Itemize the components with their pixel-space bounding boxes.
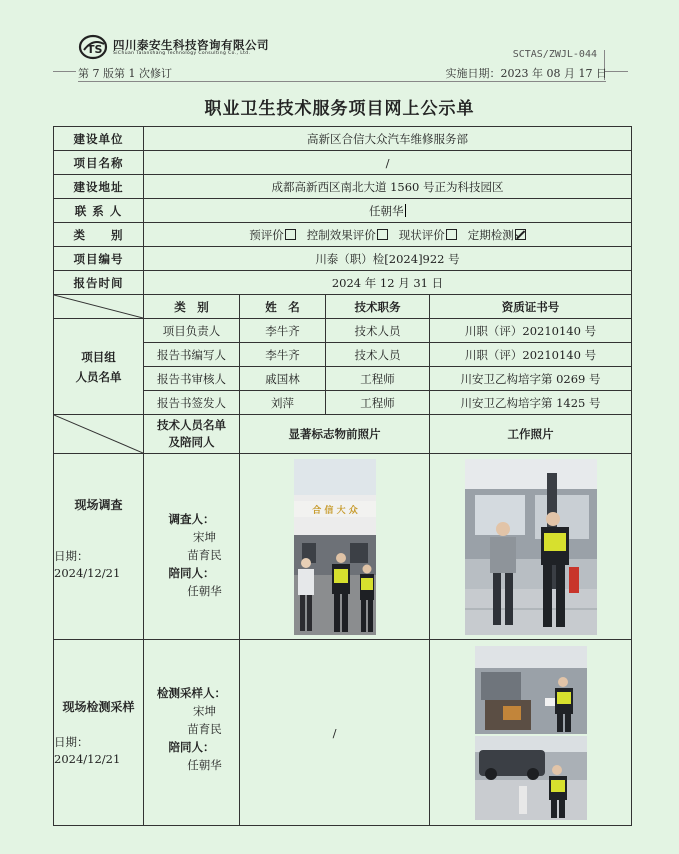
staff-cell: 川职（评）20210140 号: [430, 343, 632, 367]
sampling-row: [54, 640, 632, 826]
staff-cell: 李牛齐: [240, 343, 326, 367]
version-text: 第 7 版第 1 次修订: [78, 67, 172, 80]
row-address: [54, 175, 632, 199]
category-periodic-test: 定期检测: [467, 227, 514, 242]
sampling-landmark-cell: /: [240, 640, 430, 826]
checkbox-control-eval[interactable]: [377, 229, 388, 240]
companion-name: 任朝华: [187, 758, 222, 772]
landmark-photo-header: 显著标志物前照片: [240, 415, 430, 454]
document-number: SCTAS/ZWJL-044: [512, 49, 597, 60]
sampling-work-photos-cell: [430, 640, 632, 826]
project-value: /: [144, 151, 632, 175]
staff-cell: 戚国林: [240, 367, 326, 391]
contact-value: 任朝华: [369, 203, 404, 218]
staff-cell: 报告书编写人: [144, 343, 240, 367]
survey-cell: [54, 454, 144, 640]
companion-label: 陪同人：: [168, 740, 215, 754]
time-label: 报告时间: [54, 271, 144, 295]
photo-header-row: [54, 415, 632, 454]
survey-persons: [144, 454, 240, 640]
staff-header-cert: 资质证书号: [430, 295, 632, 319]
company-logo: [78, 34, 108, 60]
work-photo: [465, 459, 597, 635]
diagonal-cell: [54, 415, 144, 454]
survey-row: [54, 454, 632, 640]
sampling-photo-top: [475, 646, 587, 734]
sampler-label: 检测采样人：: [157, 686, 226, 700]
staff-cell: 报告书审核人: [144, 367, 240, 391]
landmark-photo: [294, 459, 376, 635]
staff-cell: 川职（评）20210140 号: [430, 319, 632, 343]
code-label: 项目编号: [54, 247, 144, 271]
staff-cell: 刘萍: [240, 391, 326, 415]
unit-label: 建设单位: [54, 127, 144, 151]
staff-header-title: 技术职务: [326, 295, 430, 319]
address-label: 建设地址: [54, 175, 144, 199]
staff-cell: 项目负责人: [144, 319, 240, 343]
staff-cell: 工程师: [326, 367, 430, 391]
work-photo-cell: [430, 454, 632, 640]
implementation-date: 实施日期：2023 年 08 月 17 日: [445, 67, 607, 80]
row-contact: [54, 199, 632, 223]
staff-header-category: 类 别: [144, 295, 240, 319]
companion-label: 陪同人：: [168, 566, 215, 580]
work-photo-header: 工作照片: [430, 415, 632, 454]
sampling-photo-bottom: [475, 736, 587, 820]
category-options: [144, 223, 632, 247]
sampling-date: 日期： 2024/12/21: [54, 735, 121, 766]
category-control-eval: 控制效果评价: [306, 227, 376, 242]
unit-value: 高新区合信大众汽车维修服务部: [144, 127, 632, 151]
staff-header-row: [54, 295, 632, 319]
category-status-eval: 现状评价: [398, 227, 445, 242]
svg-text:TS: TS: [87, 43, 103, 56]
survey-date: 日期： 2024/12/21: [54, 549, 121, 580]
diagonal-cell: [54, 295, 144, 319]
staff-cell: 工程师: [326, 391, 430, 415]
sampling-title: 现场检测采样: [62, 700, 135, 714]
staff-cell: 技术人员: [326, 343, 430, 367]
time-value: 2024 年 12 月 31 日: [144, 271, 632, 295]
staff-cell: 技术人员: [326, 319, 430, 343]
checkbox-pre-eval[interactable]: [285, 229, 296, 240]
staff-cell: 川安卫乙构培字第 0269 号: [430, 367, 632, 391]
category-pre-eval: 预评价: [249, 227, 284, 242]
company-name: 四川泰安生科技咨询有限公司: [113, 38, 269, 52]
sampler-name: 苗育民: [187, 722, 222, 736]
row-category: [54, 223, 632, 247]
code-value: 川泰（职）检[2024]922 号: [144, 247, 632, 271]
project-label: 项目名称: [54, 151, 144, 175]
disclosure-table: [53, 126, 632, 826]
sampling-persons: [144, 640, 240, 826]
sampling-cell: [54, 640, 144, 826]
landmark-photo-cell: [240, 454, 430, 640]
contact-label: 联 系 人: [54, 199, 144, 223]
row-unit: [54, 127, 632, 151]
row-time: [54, 271, 632, 295]
staff-group-label: 项目组 人员名单: [54, 319, 144, 415]
row-code: [54, 247, 632, 271]
company-name-en: SiChuan Taianshang Technology Consulting Co., Ltd.: [113, 51, 251, 56]
checkbox-periodic-test-checked[interactable]: [515, 229, 526, 240]
investigator-label: 调查人：: [168, 512, 215, 526]
page-title: 职业卫生技术服务项目网上公示单: [204, 99, 475, 119]
text-cursor: [405, 204, 407, 217]
staff-header-name: 姓 名: [240, 295, 326, 319]
tech-staff-header: 技术人员名单 及陪同人: [144, 415, 240, 454]
document-header: [0, 0, 679, 90]
address-value: 成都高新西区南北大道 1560 号正为科技园区: [144, 175, 632, 199]
companion-name: 任朝华: [187, 584, 222, 598]
staff-cell: 报告书签发人: [144, 391, 240, 415]
checkbox-status-eval[interactable]: [446, 229, 457, 240]
staff-cell: 川安卫乙构培字第 1425 号: [430, 391, 632, 415]
category-label: 类 别: [54, 223, 144, 247]
staff-row: [54, 319, 632, 343]
investigator-name: 宋坤: [193, 530, 216, 544]
staff-cell: 李牛齐: [240, 319, 326, 343]
investigator-name: 苗育民: [187, 548, 222, 562]
survey-title: 现场调查: [74, 498, 123, 512]
row-project: [54, 151, 632, 175]
sampler-name: 宋坤: [193, 704, 216, 718]
landmark-sign-text: 合 信 大 众: [311, 505, 358, 516]
